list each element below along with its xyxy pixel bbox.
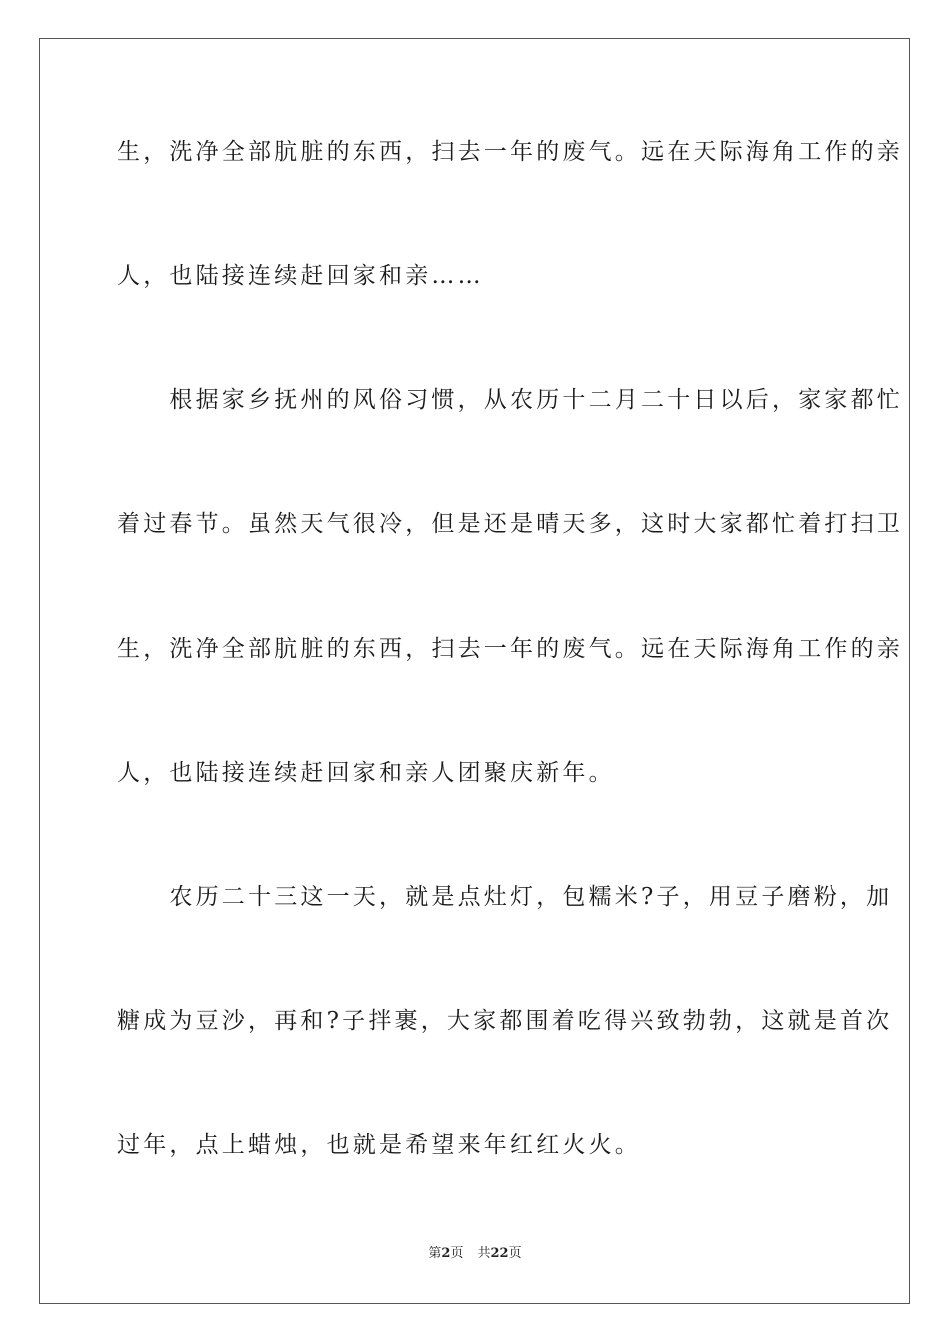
paragraph-line: 着过春节。虽然天气很冷，但是还是晴天多，这时大家都忙着打扫卫	[117, 511, 903, 537]
total-prefix: 共	[477, 1246, 491, 1261]
paragraph-line: 人，也陆接连续赶回家和亲人团聚庆新年。	[117, 760, 615, 786]
paragraph-line: 人，也陆接连续赶回家和亲……	[117, 263, 484, 289]
page-border	[39, 38, 910, 1304]
total-suffix: 页	[508, 1246, 522, 1261]
paragraph-line: 生，洗净全部肮脏的东西，扫去一年的废气。远在天际海角工作的亲	[117, 139, 903, 165]
page-number: 2	[441, 1246, 451, 1261]
paragraph-line: 生，洗净全部肮脏的东西，扫去一年的废气。远在天际海角工作的亲	[117, 636, 903, 662]
paragraph-line: 农历二十三这一天，就是点灶灯，包糯米?子，用豆子磨粉，加	[117, 884, 893, 910]
paragraph-line: 根据家乡抚州的风俗习惯，从农历十二月二十日以后，家家都忙	[117, 387, 903, 413]
paragraph-line: 过年，点上蜡烛，也就是希望来年红红火火。	[117, 1132, 641, 1158]
paragraph-line: 糖成为豆沙，再和?子拌裹，大家都围着吃得兴致勃勃，这就是首次	[117, 1008, 893, 1034]
total-pages: 22	[490, 1246, 509, 1261]
page-prefix: 第	[428, 1246, 442, 1261]
page-footer	[0, 1245, 950, 1263]
page-suffix: 页	[450, 1246, 464, 1261]
